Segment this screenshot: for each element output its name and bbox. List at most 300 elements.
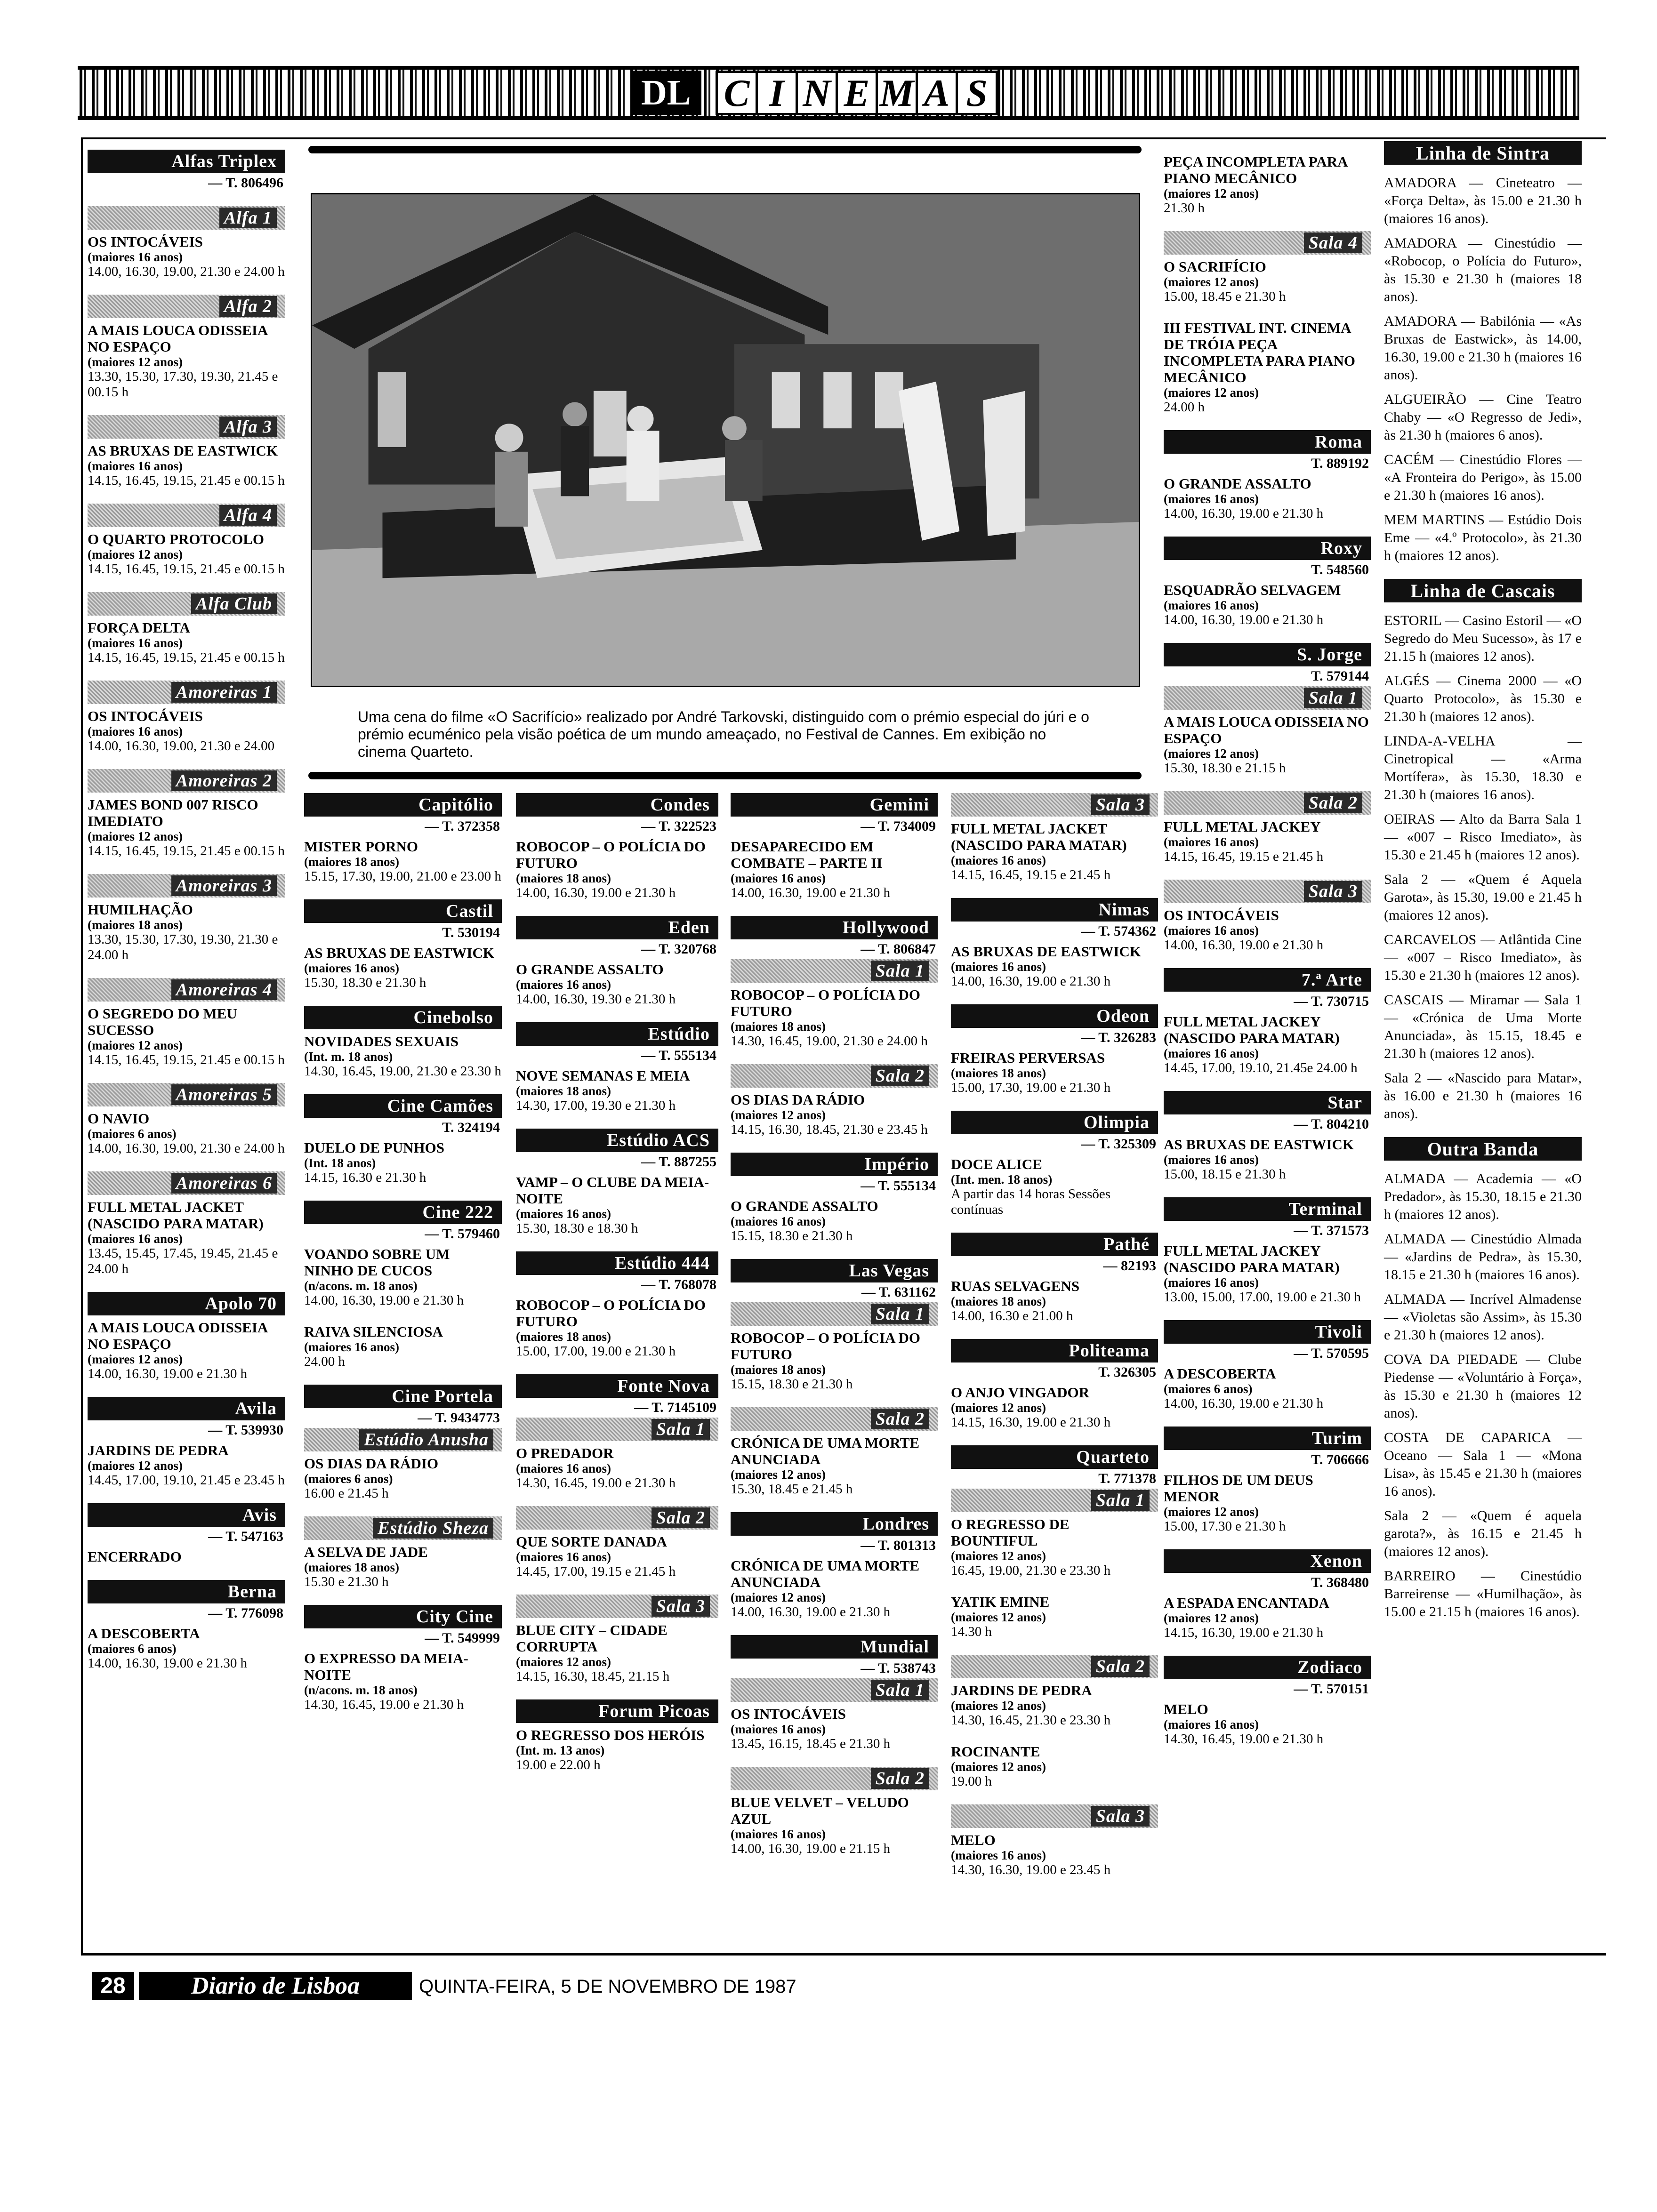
phone-number: — T. 570151 (1294, 1681, 1369, 1697)
phone-number: — T. 549999 (425, 1630, 500, 1646)
age-rating: (maiores 16 anos) (88, 250, 183, 264)
age-rating: (maiores 16 anos) (88, 724, 183, 738)
age-rating: (maiores 16 anos) (951, 853, 1046, 867)
screen-label: Sala 1 (1091, 1490, 1150, 1511)
showtimes: 14.00, 16.30, 19.00 e 21.30 h (88, 1656, 248, 1671)
age-rating: (maiores 12 anos) (1164, 275, 1259, 289)
cinema-listing (88, 1580, 285, 1671)
photo-rule-top (308, 146, 1142, 153)
screen-header (951, 1489, 1158, 1512)
phone-number: T. 324194 (442, 1120, 500, 1135)
age-rating: (maiores 12 anos) (731, 1590, 826, 1604)
showtimes: 24.00 h (1164, 400, 1205, 415)
showtimes: 14.15, 16.45, 19.15, 21.45 e 00.15 h (88, 561, 285, 577)
age-rating: (maiores 6 anos) (304, 1472, 393, 1486)
film-title: JAMES BOND 007 RISCO IMEDIATO (88, 796, 258, 829)
showtimes: 14.30, 16.45, 19.00, 21.30 e 23.30 h (304, 1064, 501, 1079)
film-title: NOVE SEMANAS E MEIA (516, 1067, 690, 1084)
cinema-listing (516, 1022, 718, 1114)
showtimes: 14.15, 16.45, 19.15, 21.45 e 00.15 h (88, 650, 285, 665)
showtimes: 14.00, 16.30, 19.00 e 21.30 h (516, 885, 676, 900)
regional-entry: Sala 2 — «Quem é aquela garota?», às 16.15 e 21.45 h (maiores 12 anos). (1384, 1508, 1582, 1559)
film-title: ROCINANTE (951, 1743, 1040, 1760)
age-rating: (n/acons. m. 18 anos) (304, 1279, 418, 1293)
region-header-sintra: Linha de Sintra (1384, 141, 1582, 165)
cinema-listing (304, 1516, 502, 1590)
showtimes: 14.30, 16.45, 19.00 e 21.30 h (1164, 1731, 1324, 1747)
bottom-rule (81, 1953, 1606, 1956)
cinema-listing (304, 1385, 502, 1501)
cinema-header: Fonte Nova (516, 1374, 718, 1398)
cinema-listing (951, 1445, 1158, 1579)
film-title: DUELO DE PUNHOS (304, 1139, 444, 1156)
screen-label: Sala 3 (652, 1596, 710, 1617)
showtimes: 14.00, 16.30, 19.30 e 21.30 h (516, 992, 676, 1007)
screen-header (731, 1302, 938, 1326)
film-title: AS BRUXAS DE EASTWICK (88, 442, 278, 459)
age-rating: (maiores 12 anos) (1164, 746, 1259, 761)
film-title: BLUE CITY – CIDADE CORRUPTA (516, 1622, 668, 1655)
cinema-listing (731, 916, 938, 1049)
film-title: FULL METAL JACKEY (1164, 818, 1321, 835)
cinema-listing (516, 1699, 718, 1773)
film-title: FULL METAL JACKEY (NASCIDO PARA MATAR) (1164, 1013, 1340, 1046)
screen-label: Sala 1 (1304, 688, 1362, 708)
age-rating: (maiores 12 anos) (1164, 186, 1259, 200)
cinema-listing (951, 1339, 1158, 1430)
screen-header (88, 769, 285, 793)
showtimes: 14.45, 17.00, 19.10, 21.45 e 23.45 h (88, 1473, 285, 1488)
showtimes: 15.00, 18.45 e 21.30 h (1164, 289, 1286, 304)
screen-header (731, 959, 938, 983)
age-rating: (maiores 12 anos) (88, 1459, 183, 1473)
phone-number: — T. 320768 (641, 941, 716, 957)
screen-header (88, 415, 285, 439)
film-title: FREIRAS PERVERSAS (951, 1050, 1105, 1066)
showtimes: 14.15, 16.45, 19.15, 21.45 e 00.15 h (88, 843, 285, 858)
cinema-header: Terminal (1164, 1197, 1371, 1221)
film-title: VAMP – O CLUBE DA MEIA-NOITE (516, 1174, 709, 1207)
phone-number: — T. 326283 (1081, 1030, 1156, 1045)
film-title: BLUE VELVET – VELUDO AZUL (731, 1794, 909, 1827)
showtimes: 15.00, 17.30 e 21.30 h (1164, 1519, 1286, 1534)
film-title: ROBOCOP – O POLÍCIA DO FUTURO (516, 1297, 706, 1330)
regional-entry: AMADORA — Babilónia — «As Bruxas de Eastwick», às 14.00, 16.30, 19.00 e 21.30 h (maiores 16 anos). (1384, 313, 1582, 383)
film-title: ESQUADRÃO SELVAGEM (1164, 582, 1341, 598)
screen-header (951, 793, 1158, 817)
film-title: PEÇA INCOMPLETA PARA PIANO MECÂNICO (1164, 153, 1347, 186)
film-title: AS BRUXAS DE EASTWICK (1164, 1136, 1354, 1153)
film-title: MELO (951, 1832, 996, 1848)
cinema-header: Castil (304, 899, 502, 923)
age-rating: (maiores 18 anos) (516, 871, 611, 885)
screen-label: Sala 1 (871, 961, 929, 981)
screen-header (1164, 231, 1371, 255)
showtimes: 13.30, 15.30, 17.30, 19.30, 21.30 e 24.00 h (88, 932, 278, 962)
showtimes: 15.30, 18.45 e 21.45 h (731, 1482, 853, 1497)
age-rating: (maiores 16 anos) (1164, 492, 1259, 506)
age-rating: (maiores 16 anos) (88, 459, 183, 473)
screen-header (951, 1804, 1158, 1828)
film-title: O GRANDE ASSALTO (731, 1198, 878, 1214)
screen-header (304, 1428, 502, 1451)
showtimes: 14.15, 16.45, 19.15, 21.45 e 00.15 h (88, 473, 285, 488)
cinema-header: Império (731, 1153, 938, 1176)
showtimes: 15.00, 17.30, 19.00 e 21.30 h (951, 1080, 1111, 1095)
cinema-header: Avis (88, 1503, 285, 1527)
phone-number: — T. 322523 (641, 818, 716, 834)
cinema-listing (88, 1292, 285, 1382)
phone-number: — T. 730715 (1294, 994, 1369, 1009)
film-title: O SACRIFÍCIO (1164, 258, 1266, 275)
cinema-header: 7.ª Arte (1164, 968, 1371, 992)
cinema-header: Cinebolso (304, 1006, 502, 1029)
showtimes: 15.30, 18.30 e 21.30 h (304, 975, 426, 990)
newspaper-name: Diario de Lisboa (139, 1972, 412, 2000)
regional-entry: BARREIRO — Cinestúdio Barreirense — «Humilhação», às 15.00 e 21.15 h (maiores 16 anos). (1384, 1568, 1582, 1619)
phone-number: — T. 776098 (208, 1605, 283, 1621)
age-rating: (Int. men. 18 anos) (951, 1172, 1053, 1186)
film-title: RAIVA SILENCIOSA (304, 1323, 443, 1340)
phone-number: T. 889192 (1311, 456, 1369, 471)
age-rating: (maiores 16 anos) (516, 1550, 611, 1564)
film-title: YATIK EMINE (951, 1594, 1050, 1610)
age-rating: (Int. m. 13 anos) (516, 1743, 605, 1757)
age-rating: (maiores 12 anos) (516, 1655, 611, 1669)
showtimes: 16.00 e 21.45 h (304, 1486, 389, 1501)
age-rating: (maiores 16 anos) (731, 1722, 826, 1736)
age-rating: (maiores 16 anos) (951, 1848, 1046, 1862)
regional-entry: COSTA DE CAPARICA — Oceano — Sala 1 — «Mona Lisa», às 15.45 e 21.30 h (maiores 16 anos). (1384, 1430, 1582, 1499)
film-title: FORÇA DELTA (88, 619, 190, 636)
column-regional (1384, 141, 1582, 1627)
screen-label: Alfa 2 (219, 296, 277, 317)
cinema-header: Berna (88, 1580, 285, 1603)
page-number: 28 (92, 1972, 134, 2000)
screen-label: Amoreiras 1 (171, 682, 277, 703)
film-title: AS BRUXAS DE EASTWICK (951, 943, 1141, 960)
screen-label: Sala 2 (871, 1066, 929, 1086)
cinema-listing (731, 1635, 938, 1752)
screen-label: Sala 3 (1304, 881, 1362, 902)
cinema-listing (1164, 231, 1371, 305)
cinema-header: Nimas (951, 898, 1158, 922)
cinema-header: Condes (516, 793, 718, 817)
cinema-header: City Cine (304, 1605, 502, 1628)
age-rating: (maiores 16 anos) (1164, 835, 1259, 849)
cinema-header: Cine Portela (304, 1385, 502, 1408)
masthead-letter: S (956, 71, 998, 115)
film-title: O GRANDE ASSALTO (516, 961, 664, 978)
age-rating: (maiores 18 anos) (88, 918, 183, 932)
screen-header (516, 1418, 718, 1441)
regional-entry: ALMADA — Academia — «O Predador», às 15.30, 18.15 e 21.30 h (maiores 12 anos). (1384, 1171, 1582, 1222)
screen-label: Sala 2 (871, 1409, 929, 1429)
region-list-outra-banda (1384, 1170, 1582, 1621)
age-rating: (maiores 18 anos) (516, 1084, 611, 1098)
phone-number: T. 548560 (1311, 562, 1369, 577)
screen-label: Sala 3 (1091, 1806, 1150, 1827)
film-title: OS INTOCÁVEIS (88, 233, 203, 250)
age-rating: (maiores 12 anos) (88, 1038, 183, 1052)
showtimes: 15.15, 18.30 e 21.30 h (731, 1228, 853, 1243)
age-rating: (maiores 16 anos) (731, 871, 826, 885)
phone-number: — T. 806847 (861, 941, 936, 957)
cinema-listing (1164, 880, 1371, 953)
phone-number: — 82193 (1103, 1258, 1156, 1274)
showtimes: 14.15, 16.30, 19.00 e 21.30 h (1164, 1625, 1324, 1640)
showtimes: 14.15, 16.30, 18.45, 21.30 e 23.45 h (731, 1122, 928, 1137)
film-title: JARDINS DE PEDRA (951, 1682, 1092, 1699)
regional-entry: ESTORIL — Casino Estoril — «O Segredo do Meu Sucesso», às 17 e 21.15 h (maiores 12 anos). (1384, 613, 1582, 664)
cinema-listing (731, 1259, 938, 1392)
showtimes: 24.00 h (304, 1354, 345, 1369)
screen-label: Sala 1 (652, 1419, 710, 1440)
cinema-listing (88, 295, 285, 400)
phone-number: — T. 574362 (1081, 923, 1156, 939)
age-rating: (maiores 12 anos) (731, 1108, 826, 1122)
cinema-listing (731, 1153, 938, 1244)
phone-number: T. 579144 (1311, 668, 1369, 684)
screen-label: Estúdio Anusha (359, 1429, 493, 1450)
showtimes: 14.45, 17.00, 19.15 e 21.45 h (516, 1564, 676, 1579)
cinema-listing (1164, 320, 1371, 415)
screen-label: Estúdio Sheza (373, 1518, 493, 1539)
showtimes: 19.00 e 22.00 h (516, 1757, 601, 1772)
phone-number: T. 326305 (1098, 1364, 1156, 1380)
cinema-listing (1164, 1427, 1371, 1534)
showtimes: 15.30, 18.30 e 21.15 h (1164, 761, 1286, 776)
showtimes: 15.15, 18.30 e 21.30 h (731, 1377, 853, 1392)
age-rating: (maiores 16 anos) (1164, 598, 1259, 612)
cinema-listing (951, 1804, 1158, 1878)
cinema-header: Tivoli (1164, 1320, 1371, 1344)
screen-label: Alfa 4 (219, 505, 277, 526)
cinema-listing (88, 150, 285, 191)
phone-number: — T. 555134 (861, 1178, 936, 1194)
screen-header (516, 1506, 718, 1530)
film-title: A DESCOBERTA (88, 1625, 200, 1642)
showtimes: 14.30 h (951, 1624, 992, 1639)
film-title: MISTER PORNO (304, 838, 418, 855)
screen-header (88, 206, 285, 230)
phone-number: — T. 734009 (861, 818, 936, 834)
cinema-listing (951, 793, 1158, 883)
film-title: ROBOCOP – O POLÍCIA DO FUTURO (731, 986, 921, 1019)
screen-header (304, 1516, 502, 1540)
age-rating: (maiores 16 anos) (88, 1232, 183, 1246)
showtimes: 14.30, 16.45, 19.00, 21.30 e 24.00 h (731, 1034, 928, 1049)
cinema-listing (304, 899, 502, 991)
column-4 (731, 793, 938, 1872)
film-title: ROBOCOP – O POLÍCIA DO FUTURO (516, 838, 706, 871)
age-rating: (maiores 6 anos) (88, 1642, 177, 1656)
cinema-header: S. Jorge (1164, 643, 1371, 666)
cinema-listing (1164, 153, 1371, 216)
screen-label: Sala 1 (871, 1304, 929, 1324)
phone-number: — T. 371573 (1294, 1223, 1369, 1238)
film-title: A MAIS LOUCA ODISSEIA NO ESPAÇO (1164, 713, 1369, 746)
showtimes: 14.00, 16.30, 19.00, 21.30 e 24.00 h (88, 264, 285, 279)
film-title: OS INTOCÁVEIS (88, 708, 203, 724)
age-rating: (maiores 18 anos) (731, 1362, 826, 1377)
phone-number: — T. 538743 (861, 1660, 936, 1676)
screen-header (88, 295, 285, 318)
cinema-listing (731, 793, 938, 901)
showtimes: 14.15, 16.30, 18.45, 21.15 h (516, 1669, 670, 1684)
cinema-listing (516, 916, 718, 1007)
regional-entry: OEIRAS — Alto da Barra Sala 1 — «007 – Risco Imediato», às 15.30 e 21.45 h (maiores 12 anos). (1384, 811, 1582, 863)
cinema-listing (88, 874, 285, 963)
screen-header (88, 592, 285, 616)
regional-entry: AMADORA — Cineteatro — «Força Delta», às 15.00 e 21.30 h (maiores 16 anos). (1384, 175, 1582, 226)
showtimes: 14.15, 16.45, 19.15, 21.45 e 00.15 h (88, 1052, 285, 1067)
age-rating: (maiores 18 anos) (516, 1330, 611, 1344)
column-6 (1164, 150, 1371, 1762)
film-title: O GRANDE ASSALTO (1164, 475, 1311, 492)
cinema-listing (304, 1605, 502, 1713)
age-rating: (maiores 16 anos) (731, 1827, 826, 1841)
screen-header (516, 1595, 718, 1618)
cinema-header: Pathé (951, 1233, 1158, 1256)
cinema-listing (951, 1233, 1158, 1324)
cinema-header: Cine 222 (304, 1201, 502, 1224)
screen-label: Sala 1 (871, 1680, 929, 1700)
masthead-letter: C (716, 71, 758, 115)
cinema-header: Las Vegas (731, 1259, 938, 1282)
phone-number: — T. 631162 (861, 1284, 936, 1300)
showtimes: 13.00, 15.00, 17.00, 19.00 e 21.30 h (1164, 1290, 1361, 1305)
cinema-listing (516, 1374, 718, 1491)
age-rating: (maiores 18 anos) (951, 1294, 1046, 1308)
cinema-header: Star (1164, 1091, 1371, 1114)
age-rating: (maiores 16 anos) (516, 978, 611, 992)
showtimes: 13.30, 15.30, 17.30, 19.30, 21.45 e 00.15 h (88, 369, 278, 400)
age-rating: (maiores 12 anos) (951, 1699, 1046, 1713)
age-rating: (maiores 18 anos) (951, 1066, 1046, 1080)
phone-number: — T. 7145109 (634, 1400, 716, 1415)
showtimes: 14.00, 16.30, 19.00 e 21.30 h (1164, 938, 1324, 953)
screen-header (731, 1767, 938, 1790)
age-rating: (maiores 12 anos) (1164, 385, 1259, 400)
film-title: O PREDADOR (516, 1445, 614, 1461)
showtimes: 14.15, 16.45, 19.15 e 21.45 h (951, 867, 1111, 882)
cinema-header: Estúdio (516, 1022, 718, 1046)
age-rating: (maiores 12 anos) (951, 1401, 1046, 1415)
cinema-header: Alfas Triplex (88, 150, 285, 173)
regional-entry: ALGÉS — Cinema 2000 — «O Quarto Protocolo», às 15.30 e 21.30 h (maiores 12 anos). (1384, 673, 1582, 724)
screen-label: Amoreiras 6 (171, 1173, 277, 1194)
film-title: A MAIS LOUCA ODISSEIA NO ESPAÇO (88, 322, 267, 355)
screen-label: Alfa 1 (219, 208, 277, 228)
issue-date: QUINTA-FEIRA, 5 DE NOVEMBRO DE 1987 (419, 1976, 796, 1997)
age-rating: (maiores 12 anos) (951, 1610, 1046, 1624)
cinema-header: Hollywood (731, 916, 938, 939)
showtimes: 15.00, 18.15 e 21.30 h (1164, 1167, 1286, 1182)
screen-label: Sala 2 (1091, 1656, 1150, 1677)
screen-label: Alfa 3 (219, 417, 277, 437)
showtimes: 13.45, 16.15, 18.45 e 21.30 h (731, 1736, 891, 1751)
showtimes: 15.15, 17.30, 19.00, 21.00 e 23.00 h (304, 869, 501, 884)
column-1 (88, 150, 285, 1686)
cinema-listing (951, 1111, 1158, 1218)
newspaper-logo: DL (631, 71, 701, 115)
screen-header (731, 1407, 938, 1431)
regional-entry: MEM MARTINS — Estúdio Dois Eme — «4.º Protocolo», às 21.30 h (maiores 12 anos). (1384, 512, 1582, 563)
masthead-letter: I (756, 71, 798, 115)
film-title: MELO (1164, 1701, 1208, 1717)
cinema-header: Turim (1164, 1427, 1371, 1450)
film-title: O NAVIO (88, 1110, 150, 1127)
film-title: CRÓNICA DE UMA MORTE ANUNCIADA (731, 1435, 920, 1467)
regional-entry: Sala 2 — «Quem é Aquela Garota», às 15.30, 19.00 e 21.45 h (maiores 12 anos). (1384, 872, 1582, 923)
screen-label: Amoreiras 5 (171, 1084, 277, 1105)
screen-header (731, 1678, 938, 1702)
cinema-header: Odeon (951, 1004, 1158, 1028)
showtimes: 14.30, 16.30, 19.00 e 23.45 h (951, 1862, 1111, 1877)
cinema-listing (951, 1594, 1158, 1640)
cinema-listing (516, 1251, 718, 1359)
screen-label: Alfa Club (191, 593, 277, 614)
cinema-listing (88, 1171, 285, 1277)
region-header-outra-banda: Outra Banda (1384, 1137, 1582, 1161)
cinema-listing (1164, 1656, 1371, 1747)
showtimes: 14.00, 16.30, 19.00 e 21.30 h (304, 1293, 464, 1308)
showtimes: 13.45, 15.45, 17.45, 19.45, 21.45 e 24.00 h (88, 1246, 278, 1276)
cinema-header: Roxy (1164, 537, 1371, 560)
age-rating: (maiores 16 anos) (951, 960, 1046, 974)
showtimes: 14.15, 16.30 e 21.30 h (304, 1170, 426, 1185)
phone-number: T. 706666 (1311, 1452, 1369, 1467)
cinema-listing (304, 793, 502, 884)
cinema-header: Xenon (1164, 1549, 1371, 1573)
screen-label: Amoreiras 3 (171, 875, 277, 896)
age-rating: (maiores 12 anos) (88, 547, 183, 561)
showtimes: 14.00, 16.30, 19.00 e 21.30 h (1164, 1396, 1324, 1411)
film-title: O ANJO VINGADOR (951, 1384, 1089, 1401)
age-rating: (maiores 12 anos) (1164, 1611, 1259, 1625)
cinema-header: Zodiaco (1164, 1656, 1371, 1679)
region-header-cascais: Linha de Cascais (1384, 579, 1582, 602)
film-title: A SELVA DE JADE (304, 1544, 428, 1560)
cinema-listing (1164, 1320, 1371, 1411)
cinema-header: Eden (516, 916, 718, 939)
cinema-listing (1164, 968, 1371, 1076)
film-title: OS INTOCÁVEIS (1164, 907, 1279, 923)
cinema-listing (951, 1743, 1158, 1789)
phone-number: — T. 547163 (208, 1529, 283, 1544)
cinema-listing (951, 1004, 1158, 1096)
screen-header (731, 1064, 938, 1088)
phone-number: — T. 539930 (208, 1422, 283, 1438)
showtimes: 14.45, 17.00, 19.10, 21.45e 24.00 h (1164, 1060, 1358, 1075)
region-list-cascais (1384, 612, 1582, 1123)
screen-label: Amoreiras 4 (171, 979, 277, 1000)
showtimes: A partir das 14 horas Sessões contínuas (951, 1186, 1111, 1217)
film-still-photo (311, 193, 1140, 687)
cinema-listing (731, 1064, 938, 1138)
screen-header (88, 1083, 285, 1106)
age-rating: (maiores 16 anos) (516, 1207, 611, 1221)
cinema-header: Estúdio 444 (516, 1251, 718, 1275)
film-title: A DESCOBERTA (1164, 1365, 1276, 1382)
showtimes: 16.45, 19.00, 21.30 e 23.30 h (951, 1563, 1111, 1578)
film-title: DOCE ALICE (951, 1156, 1042, 1172)
film-title: HUMILHAÇÃO (88, 901, 193, 918)
cinema-listing (88, 681, 285, 754)
age-rating: (maiores 18 anos) (304, 855, 399, 869)
section-title (716, 71, 996, 115)
